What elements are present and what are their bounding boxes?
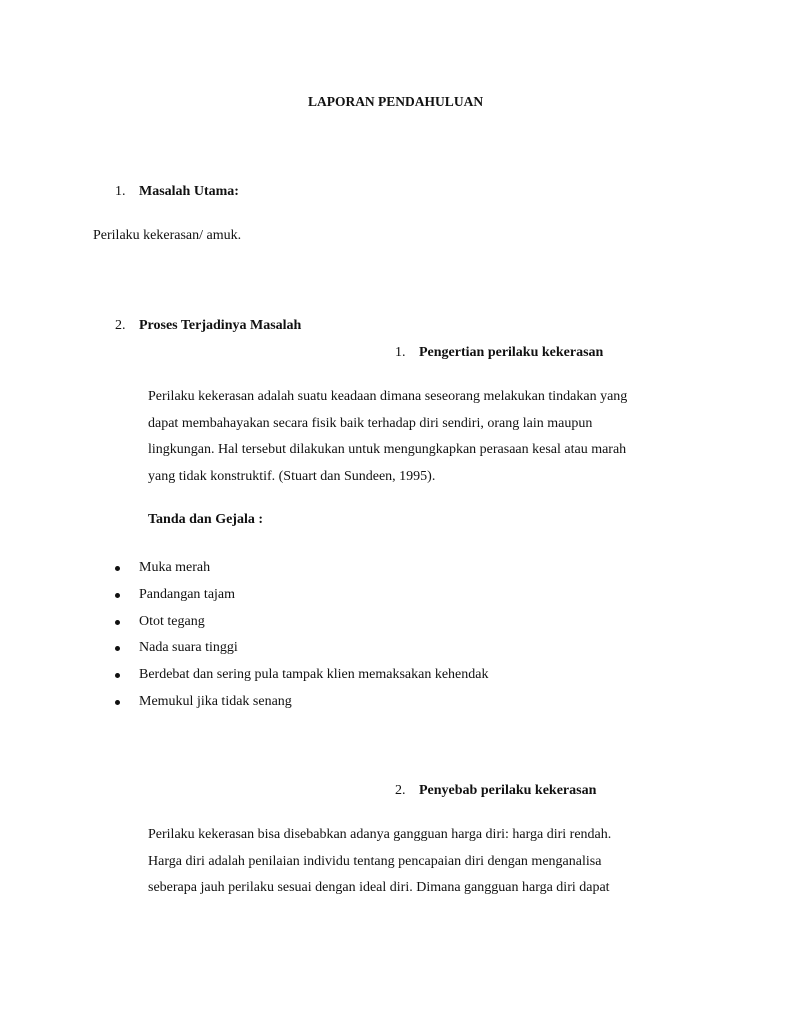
subsection-2-number: 2. xyxy=(395,783,406,798)
signs-heading: Tanda dan Gejala : xyxy=(148,512,264,527)
subsection-1-title: Pengertian perilaku kekerasan xyxy=(419,345,604,360)
definition-line: dapat membahayakan secara fisik baik terhadap diri sendiri, orang lain maupun xyxy=(148,415,593,431)
document-title: LAPORAN PENDAHULUAN xyxy=(307,94,484,109)
section-1-number: 1. xyxy=(115,184,126,199)
section-1-heading xyxy=(115,184,239,200)
definition-line: lingkungan. Hal tersebut dilakukan untuk mengungkapkan perasaan kesal atau marah xyxy=(148,442,627,457)
cause-line: Perilaku kekerasan bisa disebabkan adanya gangguan harga diri: harga diri rendah. xyxy=(148,827,612,842)
cause-paragraph xyxy=(148,825,611,905)
cause-line: seberapa jauh perilaku sesuai dengan ideal diri. Dimana gangguan harga diri dapat xyxy=(148,880,610,895)
list-item: Otot tegang xyxy=(113,612,489,639)
section-2-title: Proses Terjadinya Masalah xyxy=(139,318,302,333)
signs-list xyxy=(113,558,489,719)
section-1-title: Masalah Utama: xyxy=(139,184,239,199)
list-item: Memukul jika tidak senang xyxy=(113,692,489,719)
list-item: Nada suara tinggi xyxy=(113,638,489,665)
definition-paragraph xyxy=(148,387,627,493)
subsection-2-title: Penyebab perilaku kekerasan xyxy=(419,783,597,798)
list-item: Pandangan tajam xyxy=(113,585,489,612)
definition-line: yang tidak konstruktif. (Stuart dan Sundeen, 1995). xyxy=(148,468,436,484)
section-2-heading xyxy=(115,318,301,334)
section-2-number: 2. xyxy=(115,318,126,333)
cause-line: Harga diri adalah penilaian individu tentang pencapaian diri dengan menganalisa xyxy=(148,853,602,869)
section-1-text: Perilaku kekerasan/ amuk. xyxy=(93,228,242,243)
definition-line: Perilaku kekerasan adalah suatu keadaan dimana seseorang melakukan tindakan yang xyxy=(148,389,628,404)
subsection-2-heading xyxy=(395,783,596,799)
list-item: Muka merah xyxy=(113,558,489,585)
list-item: Berdebat dan sering pula tampak klien memaksakan kehendak xyxy=(113,665,489,692)
subsection-1-heading xyxy=(395,345,603,361)
subsection-1-number: 1. xyxy=(395,345,406,360)
